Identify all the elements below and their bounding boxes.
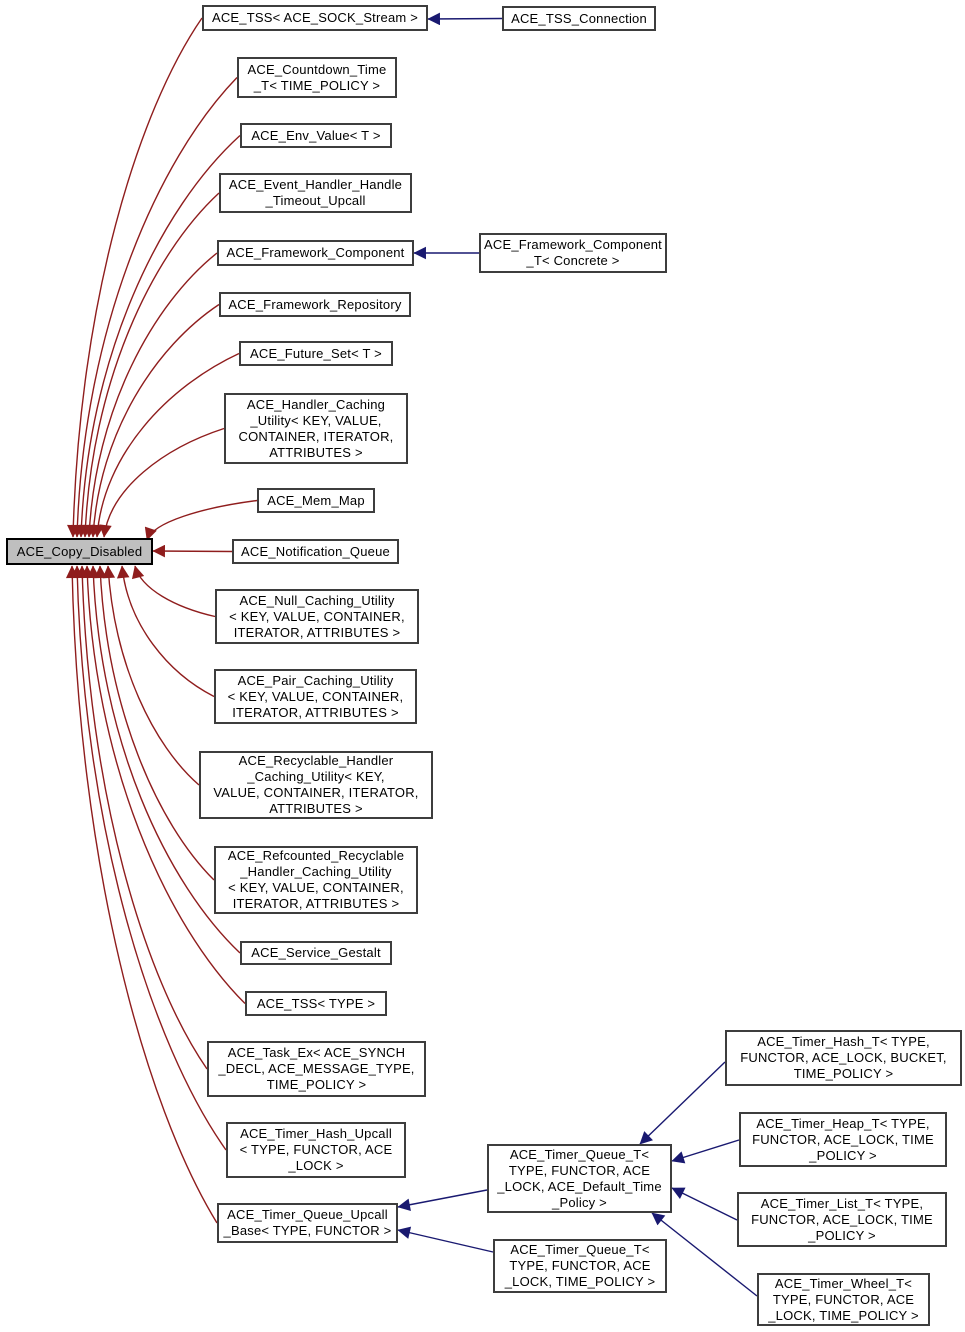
class-node-countdown[interactable] bbox=[237, 57, 397, 98]
edge-timer_queue_upcall_base-to-copy_disabled bbox=[72, 566, 217, 1223]
edge-timer_hash_t-to-timer_queue_t_default bbox=[640, 1062, 725, 1144]
class-node-label: < KEY, VALUE, CONTAINER, bbox=[229, 608, 405, 624]
class-node-label: TYPE, FUNCTOR, ACE bbox=[508, 1162, 651, 1178]
class-node-label: ACE_Pair_Caching_Utility bbox=[237, 672, 394, 688]
edge-mem_map-to-copy_disabled bbox=[147, 501, 257, 541]
edge-null_caching-to-copy_disabled bbox=[135, 566, 215, 617]
class-node-label: ACE_Task_Ex< ACE_SYNCH bbox=[227, 1045, 406, 1060]
class-node-label: ACE_Timer_Queue_T< bbox=[510, 1242, 650, 1257]
class-node-label: FUNCTOR, ACE_LOCK, BUCKET, bbox=[740, 1050, 947, 1065]
class-node-notification_queue[interactable] bbox=[232, 539, 399, 564]
edge-framework_repository-to-copy_disabled bbox=[93, 305, 219, 538]
class-node-label: ACE_Framework_Component bbox=[483, 237, 662, 252]
class-node-label: ACE_TSS_Connection bbox=[511, 10, 647, 26]
edge-framework_component-to-copy_disabled bbox=[89, 253, 217, 537]
edge-timer_queue_t_tp-to-timer_queue_upcall_base bbox=[398, 1230, 493, 1252]
class-node-event_handler[interactable] bbox=[219, 173, 412, 213]
class-node-label: TIME_POLICY > bbox=[266, 1077, 367, 1092]
class-node-label: < TYPE, FUNCTOR, ACE bbox=[239, 1142, 393, 1157]
class-node-label: ACE_Timer_List_T< TYPE, bbox=[760, 1195, 924, 1211]
class-node-label: ACE_Null_Caching_Utility bbox=[239, 592, 395, 608]
class-node-label: ATTRIBUTES > bbox=[269, 444, 363, 460]
class-node-label: _Utility< KEY, VALUE, bbox=[250, 412, 382, 428]
class-node-label: ITERATOR, ATTRIBUTES > bbox=[232, 896, 400, 911]
class-node-label: FUNCTOR, ACE_LOCK, TIME bbox=[752, 1131, 934, 1147]
class-node-label: _LOCK, TIME_POLICY > bbox=[504, 1274, 656, 1289]
class-node-label: _Caching_Utility< KEY, bbox=[247, 769, 385, 784]
class-node-future_set[interactable] bbox=[239, 341, 393, 366]
class-node-label: ACE_Timer_Hash_Upcall bbox=[240, 1126, 392, 1141]
class-node-env_value[interactable] bbox=[240, 123, 392, 148]
class-node-timer_queue_t_default[interactable] bbox=[487, 1144, 672, 1213]
class-node-label: ACE_Timer_Queue_Upcall bbox=[227, 1207, 388, 1222]
class-node-label: ACE_TSS< ACE_SOCK_Stream > bbox=[211, 10, 419, 25]
edge-countdown-to-copy_disabled bbox=[77, 78, 237, 538]
class-node-label: _DECL, ACE_MESSAGE_TYPE, bbox=[218, 1061, 415, 1076]
class-node-label: _LOCK, ACE_Default_Time bbox=[497, 1178, 662, 1194]
edge-tss_connection-to-tss_sock bbox=[428, 19, 502, 20]
edge-timer_list_t-to-timer_queue_t_default bbox=[672, 1188, 737, 1220]
class-node-label: CONTAINER, ITERATOR, bbox=[238, 428, 394, 444]
class-node-timer_hash_upcall[interactable] bbox=[226, 1122, 406, 1178]
class-node-service_gestalt[interactable] bbox=[240, 941, 392, 965]
edge-timer_queue_t_default-to-timer_queue_upcall_base bbox=[398, 1190, 487, 1207]
class-node-label: ACE_Mem_Map bbox=[267, 492, 365, 508]
edge-recyclable_handler-to-copy_disabled bbox=[108, 566, 199, 785]
class-node-tss_connection[interactable] bbox=[502, 6, 656, 31]
class-node-label: ACE_Future_Set< T > bbox=[250, 345, 382, 361]
class-node-handler_caching[interactable] bbox=[224, 393, 408, 464]
class-node-label: ACE_Handler_Caching bbox=[246, 396, 386, 412]
class-node-label: ITERATOR, ATTRIBUTES > bbox=[232, 704, 399, 720]
class-node-timer_hash_t[interactable] bbox=[725, 1030, 962, 1086]
class-node-recyclable_handler[interactable] bbox=[199, 751, 433, 819]
class-node-label: ACE_Refcounted_Recyclable bbox=[227, 848, 405, 863]
class-node-label: ACE_Env_Value< T > bbox=[251, 127, 381, 143]
edge-task_ex-to-copy_disabled bbox=[82, 566, 207, 1069]
class-node-label: _LOCK > bbox=[288, 1158, 344, 1173]
class-node-label: _Timeout_Upcall bbox=[265, 193, 366, 208]
class-node-mem_map[interactable] bbox=[257, 488, 375, 513]
class-node-tss_sock[interactable] bbox=[202, 5, 428, 31]
class-node-label: ACE_TSS< TYPE > bbox=[256, 995, 376, 1011]
class-node-label: _LOCK, TIME_POLICY > bbox=[768, 1307, 919, 1323]
class-node-label: _Policy > bbox=[552, 1194, 607, 1210]
edge-timer_heap_t-to-timer_queue_t_default bbox=[672, 1140, 739, 1161]
class-node-framework_component[interactable] bbox=[217, 240, 414, 266]
edge-future_set-to-copy_disabled bbox=[97, 354, 239, 538]
class-node-timer_queue_upcall_base[interactable] bbox=[217, 1203, 398, 1243]
class-node-label: ACE_Framework_Component bbox=[226, 245, 405, 260]
class-node-label: ACE_Timer_Queue_T< bbox=[509, 1146, 650, 1162]
class-node-null_caching[interactable] bbox=[215, 589, 419, 644]
class-node-label: ACE_Copy_Disabled bbox=[16, 543, 143, 559]
class-node-timer_heap_t[interactable] bbox=[739, 1112, 947, 1167]
class-node-label: ACE_Timer_Wheel_T< bbox=[774, 1275, 913, 1291]
class-node-label: TYPE, FUNCTOR, ACE bbox=[509, 1258, 651, 1273]
class-node-label: ACE_Countdown_Time bbox=[247, 61, 387, 77]
class-node-label: _Base< TYPE, FUNCTOR > bbox=[223, 1223, 392, 1238]
class-node-label: _T< TIME_POLICY > bbox=[253, 77, 381, 93]
class-node-label: _Handler_Caching_Utility bbox=[240, 864, 392, 879]
edge-notification_queue-to-copy_disabled bbox=[153, 551, 232, 552]
class-node-framework_component_t[interactable] bbox=[479, 233, 667, 273]
class-node-label: VALUE, CONTAINER, ITERATOR, bbox=[213, 785, 419, 800]
class-node-label: ACE_Recyclable_Handler bbox=[238, 753, 394, 768]
class-node-label: TYPE, FUNCTOR, ACE bbox=[772, 1291, 915, 1307]
class-node-label: TIME_POLICY > bbox=[793, 1066, 894, 1081]
class-node-label: ITERATOR, ATTRIBUTES > bbox=[233, 624, 401, 640]
class-node-label: ACE_Notification_Queue bbox=[241, 543, 390, 559]
class-node-label: _POLICY > bbox=[809, 1147, 877, 1163]
class-node-label: ACE_Event_Handler_Handle bbox=[228, 177, 403, 192]
class-node-label: _T< Concrete > bbox=[526, 253, 620, 268]
class-node-label: ACE_Timer_Hash_T< TYPE, bbox=[757, 1034, 930, 1049]
edge-handler_caching-to-copy_disabled bbox=[104, 429, 224, 538]
class-node-label: _POLICY > bbox=[808, 1227, 876, 1243]
class-node-label: < KEY, VALUE, CONTAINER, bbox=[227, 688, 404, 704]
edge-pair_caching-to-copy_disabled bbox=[122, 566, 214, 697]
class-node-copy_disabled bbox=[6, 538, 153, 565]
class-node-timer_queue_t_tp[interactable] bbox=[493, 1239, 667, 1293]
class-node-timer_wheel_t[interactable] bbox=[757, 1273, 930, 1326]
edge-event_handler-to-copy_disabled bbox=[85, 193, 219, 537]
class-node-label: < KEY, VALUE, CONTAINER, bbox=[228, 880, 404, 895]
class-node-task_ex[interactable] bbox=[207, 1041, 426, 1097]
class-node-refcounted_recyclable[interactable] bbox=[214, 846, 418, 914]
class-node-label: FUNCTOR, ACE_LOCK, TIME bbox=[751, 1211, 933, 1227]
class-node-label: ACE_Service_Gestalt bbox=[251, 945, 381, 960]
class-node-timer_list_t[interactable] bbox=[737, 1192, 947, 1247]
class-node-framework_repository[interactable] bbox=[219, 292, 411, 317]
class-node-label: ATTRIBUTES > bbox=[269, 801, 363, 816]
class-node-pair_caching[interactable] bbox=[214, 669, 417, 724]
class-node-label: ACE_Timer_Heap_T< TYPE, bbox=[756, 1115, 930, 1131]
class-node-tss_type[interactable] bbox=[245, 991, 387, 1016]
class-node-label: ACE_Framework_Repository bbox=[228, 296, 402, 312]
